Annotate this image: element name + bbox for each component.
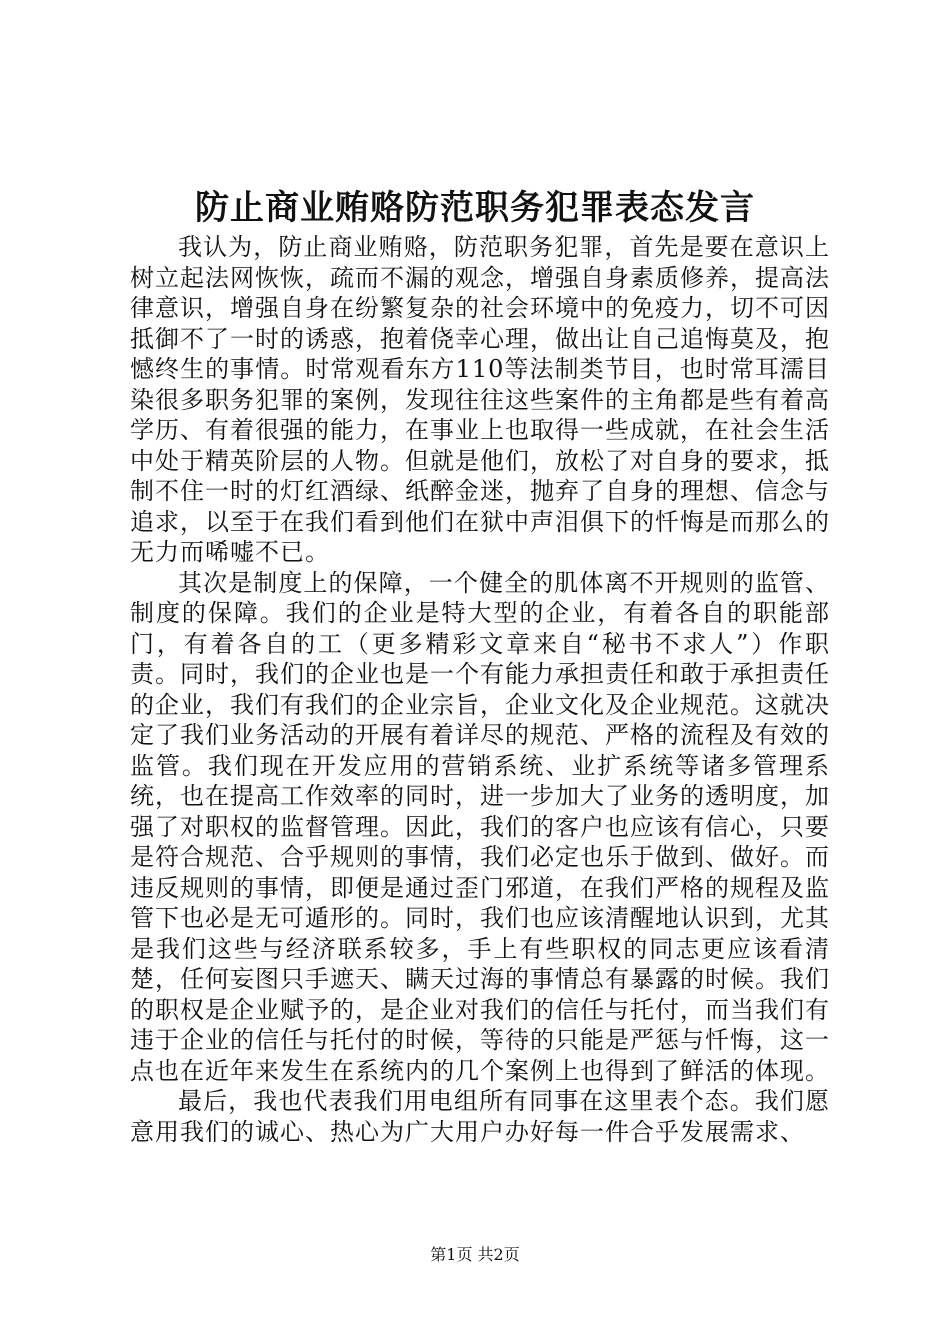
paragraph-3: 最后，我也代表我们用电组所有同事在这里表个态。我们愿意用我们的诚心、热心为广大用户办好每一件合乎发展需求、 [130, 1087, 830, 1146]
paragraph-1: 我认为，防止商业贿赂，防范职务犯罪，首先是要在意识上树立起法网恢恢，疏而不漏的观念，增强自身素质修养，提高法律意识，增强自身在纷繁复杂的社会环境中的免疫力，切不可因抵御不了一时的诱惑，抱着侥幸心理，做出让自己追悔莫及，抱憾终生的事情。时常观看东方110等法制类节目，也时常耳濡目染很多职务犯罪的案例，发现往往这些案件的主角都是些有着高学历、有着很强的能力，在事业上也取得一些成就，在社会生活中处于精英阶层的人物。但就是他们，放松了对自身的要求，抵制不住一时的灯红酒绿、纸醉金迷，抛弃了自身的理想、信念与追求，以至于在我们看到他们在狱中声泪俱下的忏悔是而那么的无力而唏嘘不已。 [130, 233, 830, 566]
document-title: 防止商业贿赂防范职务犯罪表态发言 [195, 188, 755, 228]
paragraph-2: 其次是制度上的保障，一个健全的肌体离不开规则的监管、制度的保障。我们的企业是特大型的企业，有着各自的职能部门，有着各自的工（更多精彩文章来自“秘书不求人”）作职责。同时，我们的企业也是一个有能力承担责任和敢于承担责任的企业，我们有我们的企业宗旨，企业文化及企业规范。这就决定了我们业务活动的开展有着详尽的规范、严格的流程及有效的监管。我们现在开发应用的营销系统、业扩系统等诸多管理系统，也在提高工作效率的同时，进一步加大了业务的透明度，加强了对职权的监督管理。因此，我们的客户也应该有信心，只要是符合规范、合乎规则的事情，我们必定也乐于做到、做好。而违反规则的事情，即便是通过歪门邪道，在我们严格的规程及监管下也必是无可遁形的。同时，我们也应该清醒地认识到，尤其是我们这些与经济联系较多，手上有些职权的同志更应该看清楚，任何妄图只手遮天、瞒天过海的事情总有暴露的时候。我们的职权是企业赋予的，是企业对我们的信任与托付，而当我们有违于企业的信任与托付的时候，等待的只能是严惩与忏悔，这一点也在近年来发生在系统内的几个案例上也得到了鲜活的体现。 [130, 568, 830, 1085]
document-body [130, 232, 830, 1147]
page-number-footer: 第1页 共2页 [430, 1245, 520, 1264]
